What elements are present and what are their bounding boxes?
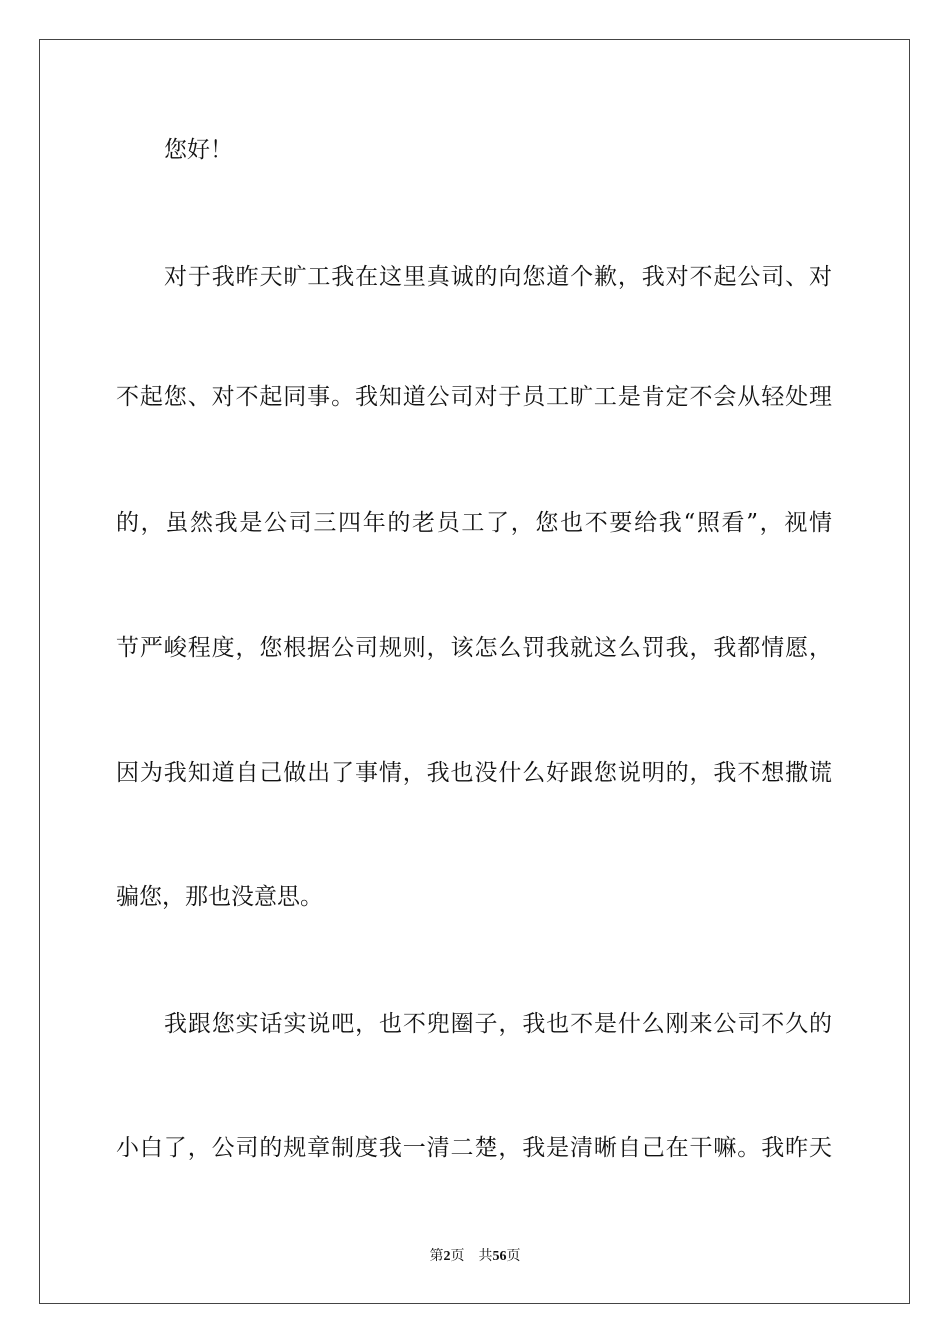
paragraph-1-line-6: 骗您，那也没意思。 (116, 884, 323, 910)
total-suffix: 页 (506, 1248, 521, 1264)
paragraph-2-line-2: 小白了，公司的规章制度我一清二楚，我是清晰自己在干嘛。我昨天 (116, 1135, 832, 1161)
paragraph-1-line-2: 不起您、对不起同事。我知道公司对于员工旷工是肯定不会从轻处理 (116, 384, 832, 410)
page-suffix: 页 (450, 1248, 465, 1264)
page-footer (0, 1247, 950, 1266)
paragraph-2-line-1: 我跟您实话实说吧，也不兜圈子，我也不是什么刚来公司不久的 (164, 1011, 832, 1037)
page-number: 2 (443, 1249, 451, 1264)
page-border (39, 39, 910, 1304)
paragraph-1-line-1: 对于我昨天旷工我在这里真诚的向您道个歉，我对不起公司、对 (164, 264, 832, 290)
total-pages: 56 (492, 1249, 507, 1264)
page-prefix: 第 (429, 1248, 444, 1264)
paragraph-1-line-5: 因为我知道自己做出了事情，我也没什么好跟您说明的，我不想撒谎 (116, 760, 832, 786)
paragraph-1-line-3: 的，虽然我是公司三四年的老员工了，您也不要给我“照看”，视情 (116, 510, 832, 536)
salutation-line: 您好！ (164, 137, 233, 163)
total-prefix: 共 (478, 1248, 493, 1264)
paragraph-1-line-4: 节严峻程度，您根据公司规则，该怎么罚我就这么罚我，我都情愿， (116, 635, 832, 661)
